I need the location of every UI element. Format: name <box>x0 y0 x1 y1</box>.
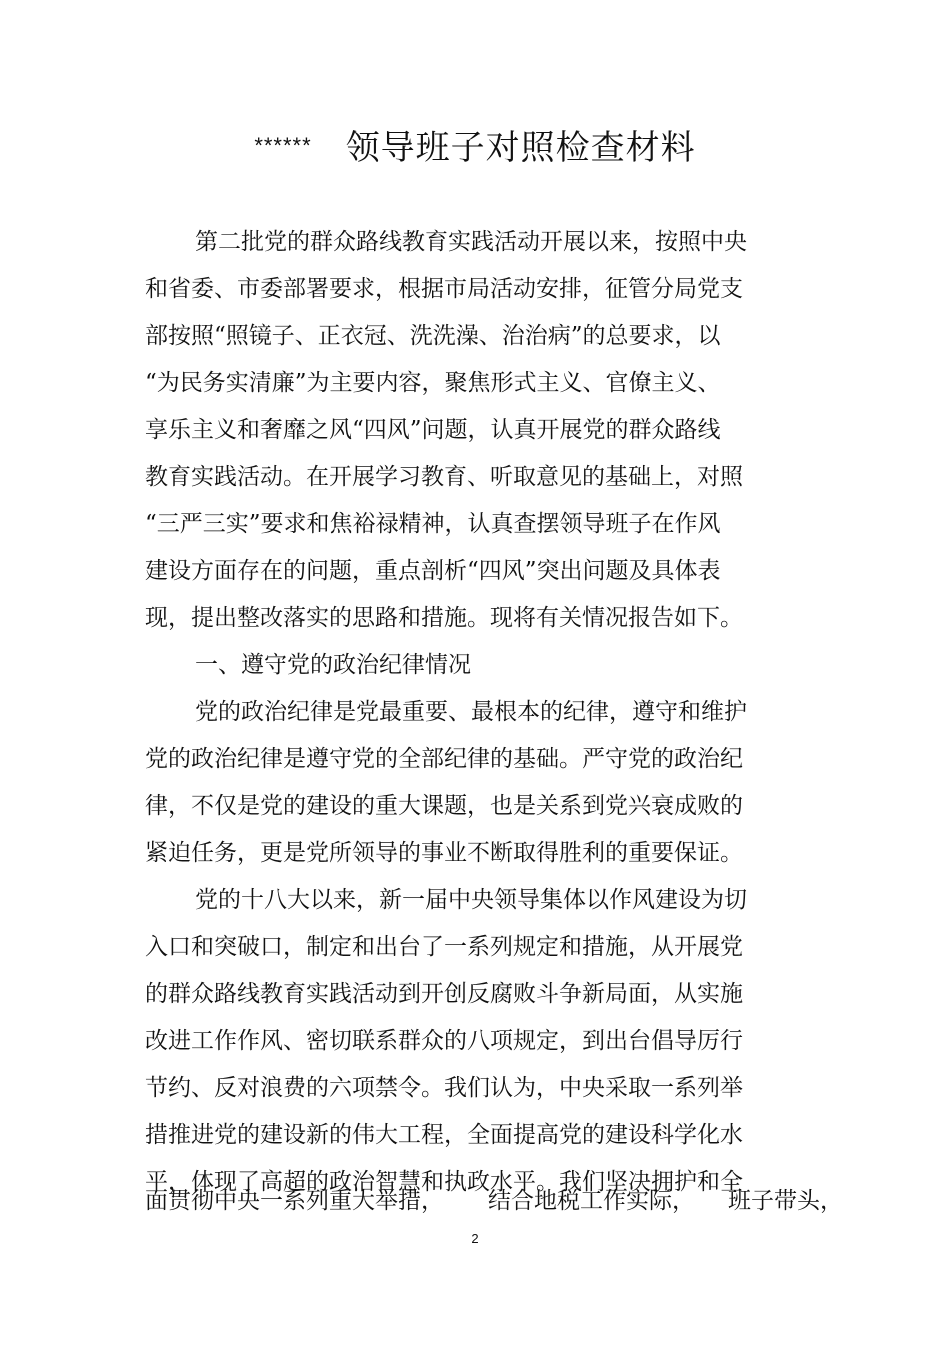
paragraph-line: 律，不仅是党的建设的重大课题，也是关系到党兴衰成败的 <box>145 793 743 819</box>
paragraph-line: 平，体现了高超的政治智慧和执政水平。我们坚决拥护和全 <box>145 1169 743 1195</box>
paragraph-line: 第二批党的群众路线教育实践活动开展以来，按照中央 <box>195 229 747 255</box>
paragraph-line: 入口和突破口，制定和出台了一系列规定和措施，从开展党 <box>145 934 743 960</box>
section-heading: 一、遵守党的政治纪律情况 <box>195 652 471 678</box>
paragraph-line: 党的政治纪律是党最重要、最根本的纪律，遵守和维护 <box>195 699 747 725</box>
paragraph-line: 节约、反对浪费的六项禁令。我们认为，中央采取一系列举 <box>145 1075 743 1101</box>
paragraph-line: 党的政治纪律是遵守党的全部纪律的基础。严守党的政治纪 <box>145 746 743 772</box>
paragraph-line: 教育实践活动。在开展学习教育、听取意见的基础上，对照 <box>145 464 743 490</box>
paragraph-line: 措推进党的建设新的伟大工程，全面提高党的建设科学化水 <box>145 1122 743 1148</box>
last-line-part: 结合地税工作实际， <box>488 1188 695 1214</box>
paragraph-line: “为民务实清廉”为主要内容，聚焦形式主义、官僚主义、 <box>145 370 721 396</box>
last-line-part: 面贯彻中央一系列重大举措， <box>145 1188 444 1214</box>
paragraph-line: 改进工作作风、密切联系群众的八项规定，到出台倡导厉行 <box>145 1028 743 1054</box>
paragraph-line: 的群众路线教育实践活动到开创反腐败斗争新局面，从实施 <box>145 981 743 1007</box>
paragraph-line: 部按照“照镜子、正衣冠、洗洗澡、治治病”的总要求，以 <box>145 323 721 349</box>
paragraph-line: 紧迫任务，更是党所领导的事业不断取得胜利的重要保证。 <box>145 840 743 866</box>
paragraph-line: 现，提出整改落实的思路和措施。现将有关情况报告如下。 <box>145 605 743 631</box>
document-title <box>0 124 950 170</box>
paragraph-line-last <box>145 1181 843 1221</box>
paragraph-line: 党的十八大以来，新一届中央领导集体以作风建设为切 <box>195 887 747 913</box>
paragraph-line: 建设方面存在的问题，重点剖析“四风”突出问题及具体表 <box>145 558 721 584</box>
paragraph-line: “三严三实”要求和焦裕禄精神，认真查摆领导班子在作风 <box>145 511 721 537</box>
title-stars: ****** <box>254 133 312 158</box>
last-line-part: 班子带头， <box>728 1188 843 1214</box>
paragraph-line: 享乐主义和奢靡之风“四风”问题，认真开展党的群众路线 <box>145 417 721 443</box>
title-text: 领导班子对照检查材料 <box>345 128 696 168</box>
paragraph-line: 和省委、市委部署要求，根据市局活动安排，征管分局党支 <box>145 276 743 302</box>
page-number: 2 <box>471 1231 479 1246</box>
